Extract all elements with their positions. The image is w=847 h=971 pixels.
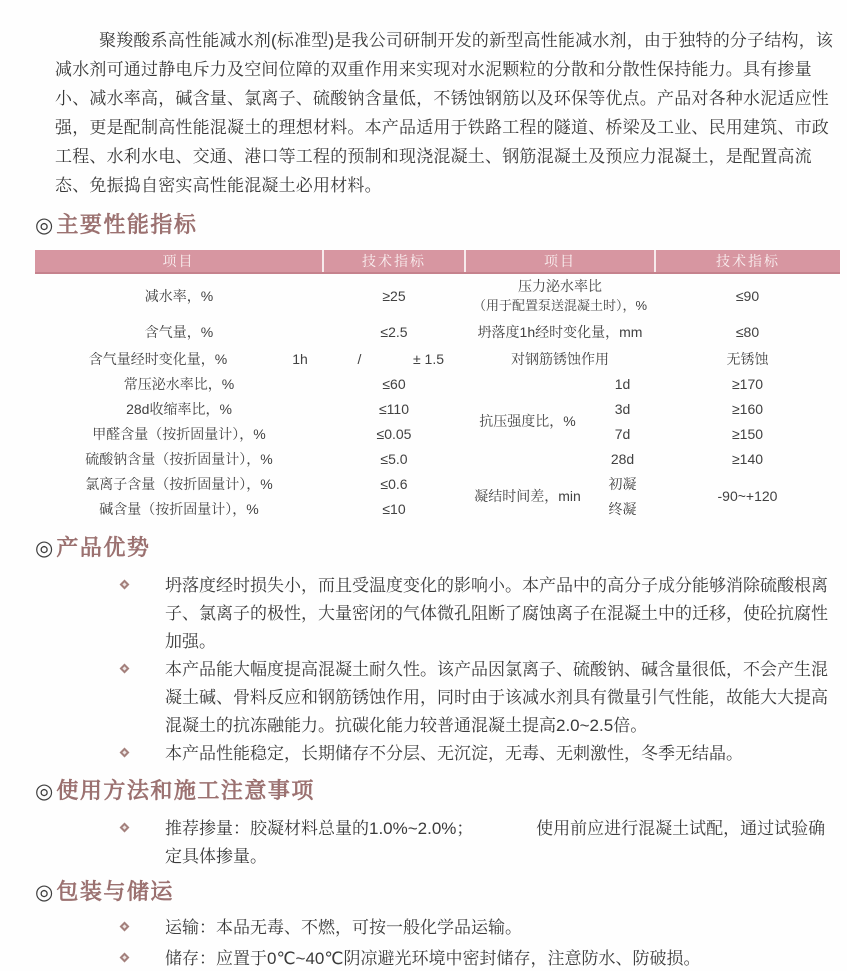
- cell-label: [465, 273, 655, 318]
- column-header-index-left: 技术指标: [323, 250, 465, 273]
- list-item: [35, 815, 839, 871]
- section-heading-performance: [35, 210, 839, 241]
- cell-label: 硫酸钠含量（按折固量计），%: [85, 450, 273, 467]
- cell-sub-label: 1h: [292, 350, 308, 367]
- diamond-bullet-icon: [120, 953, 130, 963]
- table-header-row: [35, 250, 840, 273]
- section-title: 主要性能指标: [56, 212, 198, 237]
- cell-label-text: 含气量经时变化量，%: [88, 350, 228, 367]
- column-header-item-right: 项目: [465, 250, 655, 273]
- cell-value: ≤5.0: [380, 450, 408, 467]
- document-page: [35, 26, 839, 971]
- cell-label: 对钢筋锈蚀作用: [511, 350, 609, 367]
- cell-value: ≤10: [382, 500, 406, 517]
- cell-sub-label: 28d: [610, 450, 635, 467]
- cell-value-part: /: [357, 350, 362, 367]
- cell-label: 氯离子含量（按折固量计），%: [85, 475, 273, 492]
- cell-value: ≥25: [382, 288, 406, 304]
- cell-value: 无锈蚀: [726, 350, 769, 367]
- list-item: [35, 656, 839, 740]
- cell-value: ≤60: [382, 375, 406, 392]
- section-heading-usage: [35, 776, 839, 807]
- bullet-text: 本产品能大幅度提高混凝土耐久性。该产品因氯离子、硫酸钠、碱含量很低，不会产生混凝土碱、骨料反应和钢筋锈蚀作用，同时由于该减水剂具有微量引气性能，故能大大提高混凝土的抗冻融能力。抗碳化能力较普通混凝土提高2.0~2.5倍。: [165, 660, 828, 735]
- performance-table: [35, 250, 840, 521]
- cell-label-group: 抗压强度比，%: [479, 413, 576, 429]
- cell-value: ≤80: [735, 324, 760, 340]
- diamond-bullet-icon: [120, 580, 130, 590]
- cell-value: ≥170: [731, 375, 764, 392]
- bullet-text: 坍落度经时损失小，而且受温度变化的影响小。本产品中的高分子成分能够消除硫酸根离子、氯离子的极性，大量密闭的气体微孔阻断了腐蚀离子在混凝土中的迁移，使砼抗腐性加强。: [165, 576, 828, 651]
- bullet-text: 运输：本品无毒、不燃，可按一般化学品运输。: [165, 918, 522, 937]
- cell-label: [35, 346, 323, 371]
- cell-sub-label: 3d: [614, 400, 631, 417]
- cell-sub-label: 终凝: [608, 500, 637, 517]
- list-item: [35, 740, 839, 768]
- section-title: 使用方法和施工注意事项: [56, 778, 315, 803]
- bullet-text: 推荐掺量：胶凝材料总量的1.0%~2.0%；: [165, 819, 474, 838]
- cell-label: 减水率，%: [144, 288, 214, 304]
- cell-value: ≤110: [378, 400, 409, 417]
- bullet-text: 使用前应进行混凝土试配，通过试验确定具体掺量。: [165, 819, 826, 866]
- diamond-bullet-icon: [120, 748, 130, 758]
- section-title: 产品优势: [56, 535, 151, 560]
- cell-value: ≤2.5: [380, 324, 408, 340]
- cell-value: ≥160: [731, 400, 764, 417]
- cell-value: ≥150: [731, 425, 764, 442]
- diamond-bullet-icon: [120, 922, 130, 932]
- bullet-text: 储存：应置于0℃~40℃阴凉避光环境中密封储存，注意防水、防破损。: [165, 949, 701, 968]
- cell-value: ≤90: [735, 288, 760, 304]
- column-header-item-left: 项目: [35, 250, 323, 273]
- table-row: [35, 346, 840, 371]
- advantages-list: [35, 572, 839, 768]
- table-row: [35, 318, 840, 346]
- table-row: [35, 471, 840, 496]
- cell-sub-label: 7d: [614, 425, 631, 442]
- bullseye-section-icon: ◎: [35, 881, 54, 904]
- list-item: [35, 572, 839, 656]
- cell-label: 含气量，%: [144, 324, 214, 340]
- cell-value: ≤0.6: [380, 475, 408, 492]
- cell-value: ≥140: [731, 450, 764, 467]
- cell-label-group: 凝结时间差，min: [474, 488, 581, 504]
- usage-list: [35, 815, 839, 871]
- table-row: [35, 396, 840, 421]
- bullseye-section-icon: ◎: [35, 214, 54, 237]
- cell-label: 坍落度1h经时变化量，mm: [477, 324, 643, 340]
- cell-label: 28d收缩率比，%: [126, 400, 232, 417]
- cell-label: 碱含量（按折固量计），%: [99, 500, 259, 517]
- table-row: [35, 446, 840, 471]
- bullseye-section-icon: ◎: [35, 780, 54, 803]
- list-item: [35, 947, 839, 971]
- cell-sub-label: 初凝: [608, 475, 637, 492]
- cell-label: 常压泌水率比，%: [123, 375, 235, 392]
- section-heading-packaging: [35, 877, 839, 908]
- cell-label: 甲醛含量（按折固量计），%: [92, 425, 266, 442]
- list-item: [35, 916, 839, 940]
- cell-value: -90~+120: [717, 488, 778, 504]
- diamond-bullet-icon: [120, 664, 130, 674]
- table-row: [35, 371, 840, 396]
- cell-label-line: （用于配置泵送混凝土时），%: [472, 298, 648, 313]
- cell-label-line: 压力泌水率比: [518, 278, 602, 294]
- section-heading-advantages: [35, 533, 839, 564]
- cell-sub-label: 1d: [614, 375, 631, 392]
- cell-value: ≤0.05: [376, 425, 412, 442]
- column-header-index-right: 技术指标: [655, 250, 840, 273]
- packaging-list: [35, 916, 839, 971]
- table-row: [35, 421, 840, 446]
- diamond-bullet-icon: [120, 823, 130, 833]
- table-row: [35, 273, 840, 318]
- section-title: 包装与储运: [56, 879, 174, 904]
- bullseye-section-icon: ◎: [35, 537, 54, 560]
- intro-paragraph: 聚羧酸系高性能减水剂(标准型)是我公司研制开发的新型高性能减水剂，由于独特的分子结构，该减水剂可通过静电斥力及空间位障的双重作用来实现对水泥颗粒的分散和分散性保持能力。具有掺量小、减水率高，碱含量、氯离子、硫酸钠含量低，不锈蚀钢筋以及环保等优点。产品对各种水泥适应性强，更是配制高性能混凝土的理想材料。本产品适用于铁路工程的隧道、桥梁及工业、民用建筑、市政工程、水利水电、交通、港口等工程的预制和现浇混凝土、钢筋混凝土及预应力混凝土，是配置高流态、免振捣自密实高性能混凝土必用材料。: [55, 31, 834, 195]
- cell-value: [323, 346, 465, 371]
- bullet-text: 本产品性能稳定，长期储存不分层、无沉淀，无毒、无刺激性，冬季无结晶。: [165, 744, 743, 763]
- cell-value-part: ± 1.5: [412, 350, 445, 367]
